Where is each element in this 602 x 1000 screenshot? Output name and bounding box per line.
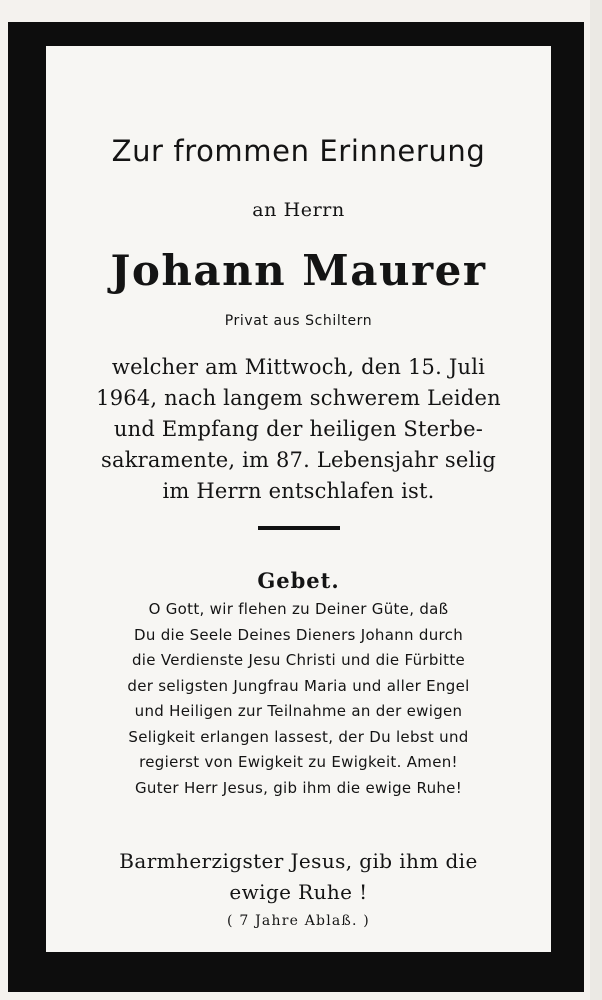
- deceased-name: Johann Maurer: [110, 246, 487, 295]
- obituary-line: im Herrn entschlafen ist.: [162, 479, 435, 503]
- obituary-line: 1964, nach langem schwerem Leiden: [96, 386, 501, 410]
- prayer-line: regierst von Ewigkeit zu Ewigkeit. Amen!: [139, 753, 458, 771]
- scan-edge: [590, 0, 602, 1000]
- prayer-text: [46, 597, 551, 801]
- prayer-line: Du die Seele Deines Dieners Johann durch: [133, 625, 464, 644]
- obituary-text: [46, 352, 551, 507]
- closing-invocation: [46, 846, 551, 908]
- memorial-card: [46, 46, 551, 952]
- prayer-line: der seligsten Jungfrau Maria und aller Engel: [127, 676, 470, 695]
- closing-line: ewige Ruhe !: [229, 880, 368, 904]
- card-heading: Zur frommen Erinnerung: [111, 134, 486, 168]
- prayer-line: O Gott, wir flehen zu Deiner Güte, daß: [148, 600, 449, 618]
- prayer-line: Guter Herr Jesus, gib ihm die ewige Ruhe!: [134, 778, 463, 797]
- salutation: an Herrn: [252, 199, 345, 221]
- indulgence-note: ( 7 Jahre Ablaß. ): [227, 913, 370, 929]
- prayer-line: die Verdienste Jesu Christi und die Fürbitte: [131, 651, 466, 669]
- obituary-line: sakramente, im 87. Lebensjahr selig: [101, 448, 496, 472]
- prayer-line: und Heiligen zur Teilnahme an der ewigen: [134, 702, 463, 720]
- divider-rule: [258, 526, 340, 530]
- obituary-line: welcher am Mittwoch, den 15. Juli: [111, 355, 486, 379]
- closing-line: Barmherzigster Jesus, gib ihm die: [119, 849, 478, 873]
- prayer-line: Seligkeit erlangen lassest, der Du lebst und: [128, 727, 469, 746]
- deceased-subtitle: Privat aus Schiltern: [224, 313, 373, 329]
- obituary-line: und Empfang der heiligen Sterbe-: [113, 417, 484, 441]
- prayer-title: Gebet.: [257, 568, 340, 593]
